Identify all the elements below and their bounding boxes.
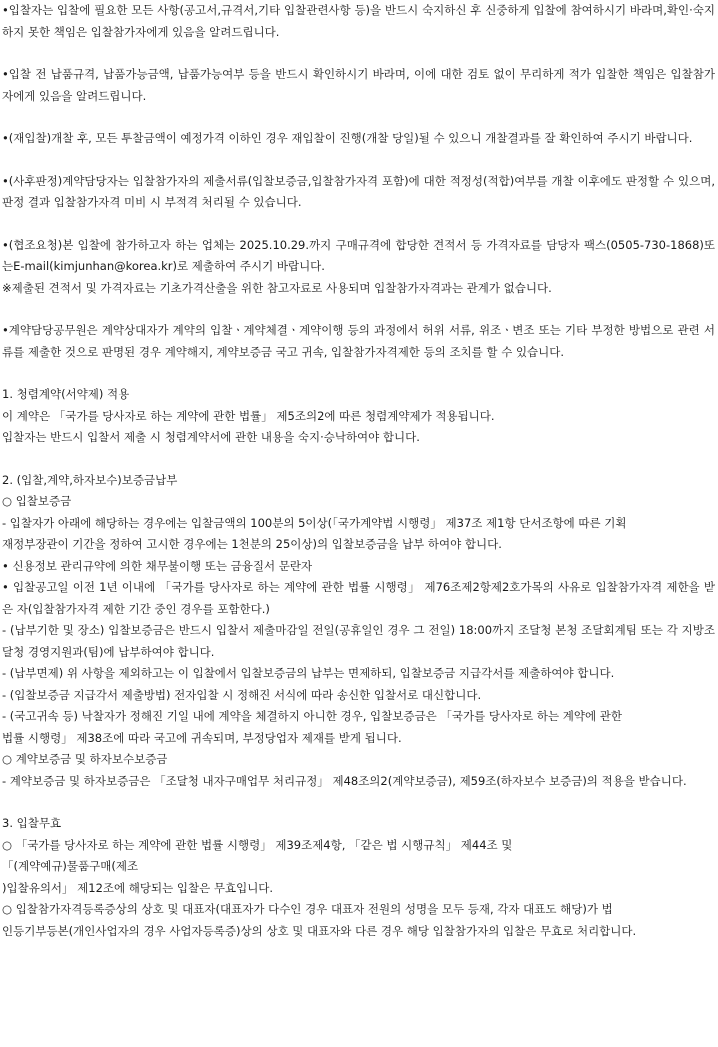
spacer [2, 214, 715, 235]
section-title: 1. 청렴계약(서약제) 적용 [2, 387, 130, 401]
fraud-warning: • 계약담당공무원은 계약상대자가 계약의 입찰ㆍ계약체결ㆍ계약이행 등의 과정에서 허위 서류, 위조ㆍ변조 또는 기타 부정한 방법으로 관련 서류를 제출한 것으로 판명된 경우 계약해지, 계약보증금 국고 귀속, 입찰참가자격제한 등의 조치를 할 수 있습니다. [2, 320, 715, 363]
section-line: - 입찰자가 아래에 해당하는 경우에는 입찰금액의 100분의 5이상(「국가계약법 시행령」 제37조 제1항 단서조항에 따른 기획 [2, 515, 627, 530]
section-line: 입찰자는 반드시 입찰서 제출 시 청렴계약서에 관한 내용을 숙지·승낙하여야 합니다. [2, 430, 420, 444]
notice-item: • (재입찰)개찰 후, 모든 투찰금액이 예정가격 이하인 경우 재입찰이 진행(개찰 당일)될 수 있으니 개찰결과를 잘 확인하여 주시기 바랍니다. [2, 128, 715, 150]
spacer [2, 299, 715, 320]
section-line: - (납부면제) 위 사항을 제외하고는 이 입찰에서 입찰보증금의 납부는 면제하되, 입찰보증금 지급각서를 제출하여야 합니다. [2, 666, 615, 680]
section-line: • 신용정보 관리규약에 의한 채무불이행 또는 금융질서 문란자 [2, 558, 313, 573]
notice-item: • 입찰 전 납품규격, 납품가능금액, 납품가능여부 등을 반드시 확인하시기 바라며, 이에 대한 검토 없이 무리하게 적가 입찰한 책임은 입찰참가자에게 있음을 알려드립니다. [2, 64, 715, 107]
section-line: 재정부장관이 기간을 정하여 고시한 경우에는 1천분의 25이상)의 입찰보증금을 납부 하여야 합니다. [2, 537, 502, 551]
section-line: - (납부기한 및 장소) 입찰보증금은 반드시 입찰서 제출마감일 전일(공휴일인 경우 그 전일) 18:00까지 조달청 본청 조달회계팀 또는 각 지방조달청 경영지원과(팀)에 납부하여야 합니다. [2, 623, 715, 659]
section-line: ○ 「국가를 당사자로 하는 계약에 관한 법률 시행령」 제39조제4항, 「같은 법 시행규칙」 제44조 및 [2, 837, 513, 852]
spacer [2, 449, 715, 470]
section-line: • 입찰공고일 이전 1년 이내에 「국가를 당사자로 하는 계약에 관한 법률 시행령」 제76조제2항제2호가목의 사유로 입찰참가자격 제한을 받은 자(입찰참가자격 제한 기간 중인 경우를 포함한다.) [2, 580, 715, 616]
section-line: - 계약보증금 및 하자보증금은 「조달청 내자구매업무 처리규정」 제48조의2(계약보증금), 제59조(하자보수 보증금)의 적용을 받습니다. [2, 773, 687, 788]
section-line: ○ 계약보증금 및 하자보수보증금 [2, 752, 168, 766]
cooperation-note: ※제출된 견적서 및 가격자료는 기초가격산출을 위한 참고자료로 사용되며 입찰참가자격과는 관계가 없습니다. [2, 280, 552, 295]
section-line: - (입찰보증금 지급각서 제출방법) 전자입찰 시 정해진 서식에 따라 송신한 입찰서로 대신합니다. [2, 687, 482, 702]
cooperation-request: • (협조요청)본 입찰에 참가하고자 하는 업체는 2025.10.29.까지 구매규격에 합당한 견적서 등 가격자료를 담당자 팩스(0505-730-1868)또는E-mail(kimjunhan@korea.kr)로 제출하여 주시기 바랍니다. [2, 235, 715, 278]
section-line: 이 계약은 「국가를 당사자로 하는 계약에 관한 법률」 제5조의2에 따른 청렴계약제가 적용됩니다. [2, 408, 495, 423]
section-title: 2. (입찰,계약,하자보수)보증금납부 [2, 472, 178, 487]
notice-item: • (사후판정)계약담당자는 입찰참가자의 제출서류(입찰보증금,입찰참가자격 포함)에 대한 적정성(적합)여부를 개찰 이후에도 판정할 수 있으며, 판정 결과 입찰참가자격 미비 시 부적격 처리될 수 있습니다. [2, 171, 715, 214]
section-title: 3. 입찰무효 [2, 816, 62, 830]
section-line: 인등기부등본(개인사업자의 경우 사업자등록증)상의 상호 및 대표자와 다른 경우 해당 입찰참가자의 입찰은 무효로 처리합니다. [2, 923, 637, 938]
section-line: - (국고귀속 등) 낙찰자가 정해진 기일 내에 계약을 체결하지 아니한 경우, 입찰보증금은 「국가를 당사자로 하는 계약에 관한 [2, 709, 622, 723]
spacer [2, 107, 715, 128]
spacer [2, 43, 715, 64]
section-line: 「(계약예규)물품구매(제조 [2, 859, 139, 873]
spacer [2, 150, 715, 171]
section-line: )입찰유의서」 제12조에 해당되는 입찰은 무효입니다. [2, 880, 274, 895]
section-line: ○ 입찰보증금 [2, 494, 72, 508]
spacer [2, 363, 715, 384]
section-line: 법률 시행령」 제38조에 따라 국고에 귀속되며, 부정당업자 제재를 받게 됩니다. [2, 730, 402, 745]
section-line: ○ 입찰참가자격등록증상의 상호 및 대표자(대표자가 다수인 경우 대표자 전원의 성명을 모두 등재, 각자 대표도 해당)가 법 [2, 902, 613, 916]
notice-item: • 입찰자는 입찰에 필요한 모든 사항(공고서,규격서,기타 입찰관련사항 등)을 반드시 숙지하신 후 신중하게 입찰에 참여하시기 바라며,확인·숙지하지 못한 책임은 입찰참가자에게 있음을 알려드립니다. [2, 0, 715, 43]
spacer [2, 792, 715, 813]
